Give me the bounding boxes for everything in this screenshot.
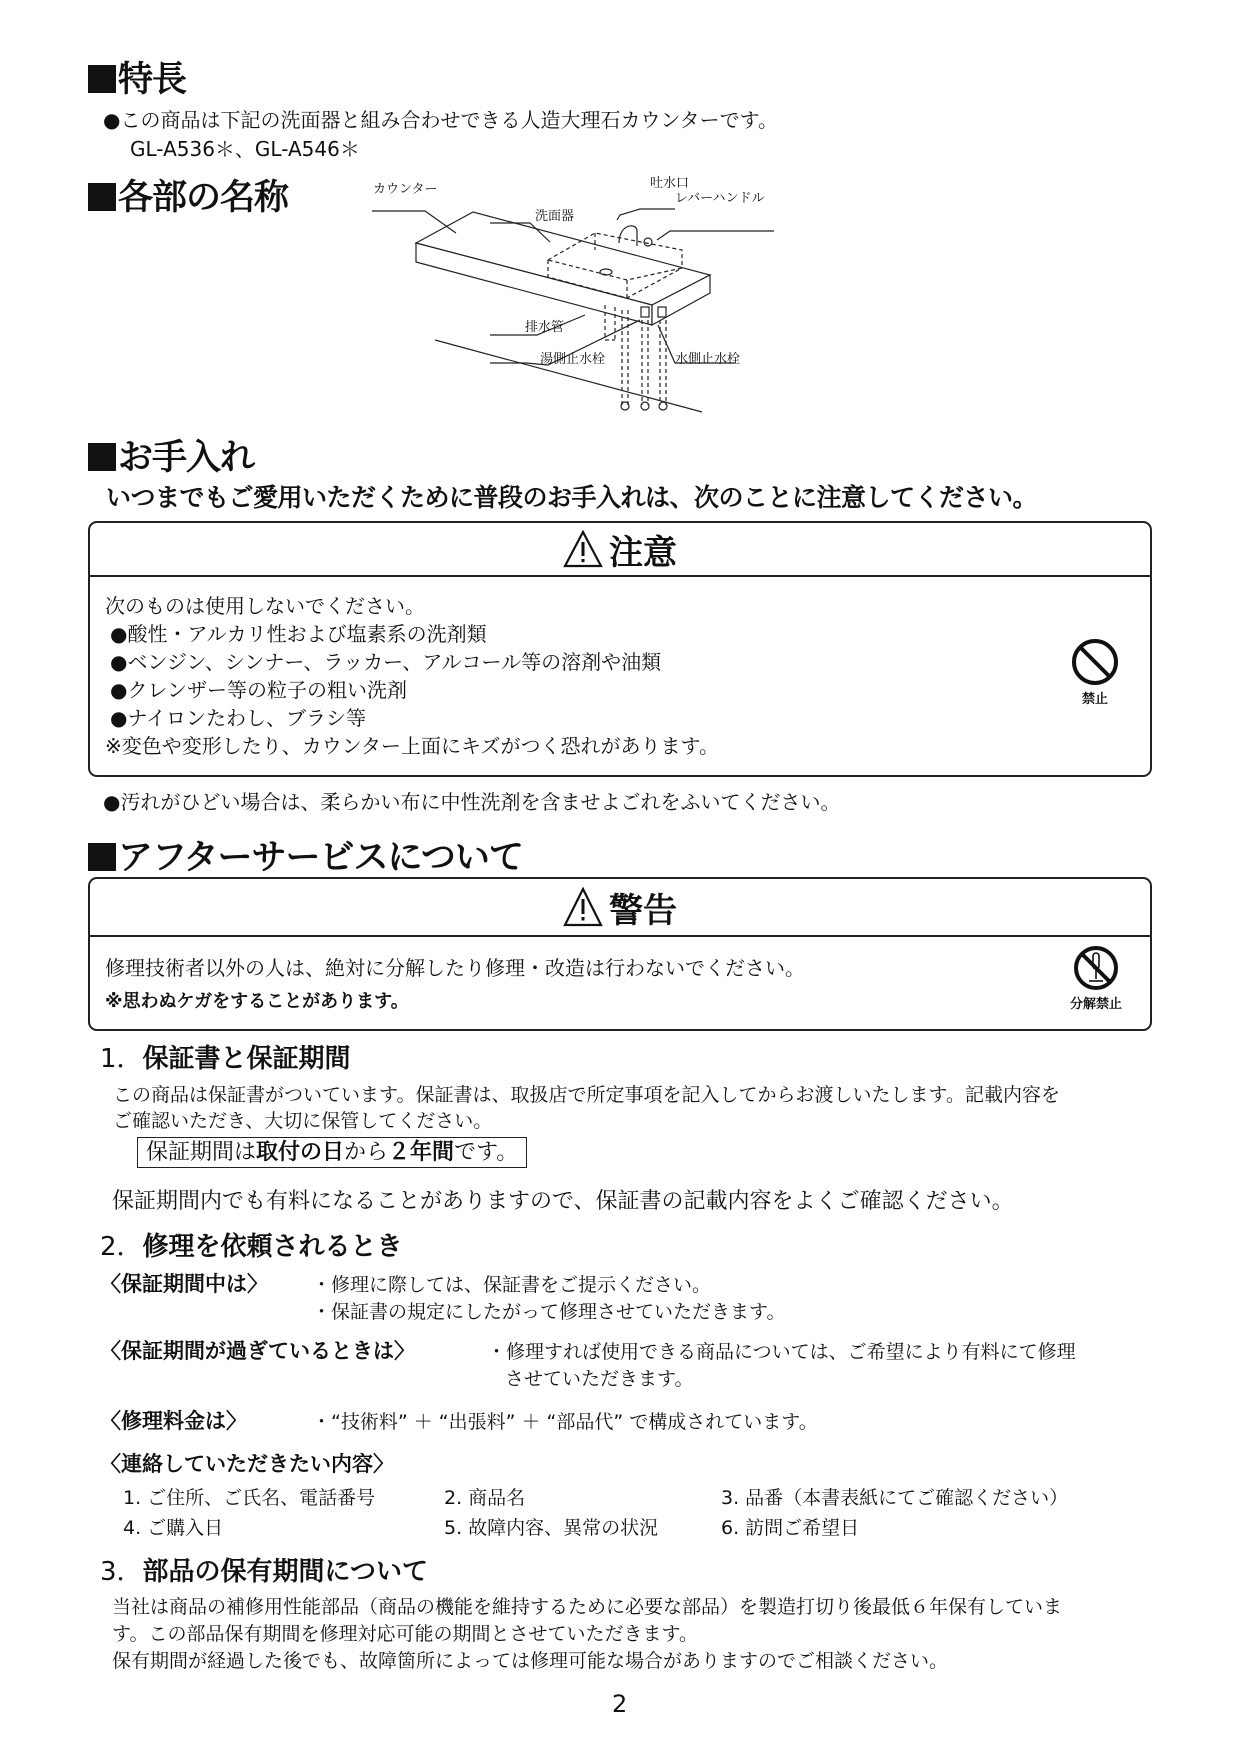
care-after-note: ●汚れがひどい場合は、柔らかい布に中性洗剤を含ませよごれをふいてください。 bbox=[103, 790, 841, 814]
label-cold-valve: 水側止水栓 bbox=[675, 352, 741, 367]
after-warranty-label: 〈保証期間が過ぎているときは〉 bbox=[100, 1339, 415, 1363]
section3-title: 部品の保有期間について bbox=[142, 1557, 429, 1587]
care-heading bbox=[88, 430, 254, 480]
warning-box-header bbox=[90, 879, 1150, 937]
period-text: から bbox=[344, 1140, 389, 1165]
square-bullet-icon bbox=[88, 443, 116, 471]
caution-box-header bbox=[90, 523, 1150, 577]
caution-intro: 次のものは使用しないでください。 bbox=[105, 594, 425, 618]
warning-triangle-icon bbox=[563, 530, 603, 568]
contact-item: 3. 品番（本書表紙にてご確認ください） bbox=[721, 1487, 1069, 1509]
caution-item: ●ナイロンたわし、ブラシ等 bbox=[110, 706, 367, 730]
warning-triangle-icon bbox=[563, 887, 603, 927]
prohibited-icon bbox=[1071, 638, 1119, 686]
label-hot-valve: 湯側止水栓 bbox=[540, 352, 606, 367]
repair-fee-text: ・“技術料” ＋ “出張料” ＋ “部品代” で構成されています。 bbox=[312, 1411, 818, 1433]
section3-number: 3． bbox=[100, 1557, 143, 1587]
no-disassembly-icon bbox=[1073, 945, 1119, 991]
label-spout: 吐水口 bbox=[650, 176, 690, 191]
parts-diagram bbox=[330, 176, 780, 420]
caution-item: ●ベンジン、シンナー、ラッカー、アルコール等の溶剤や油類 bbox=[110, 650, 662, 674]
contact-item: 1. ご住所、ご氏名、電話番号 bbox=[123, 1487, 376, 1509]
section1-title: 保証書と保証期間 bbox=[142, 1044, 351, 1074]
section1-para: ご確認いただき、大切に保管してください。 bbox=[113, 1110, 493, 1132]
period-start: 取付の日 bbox=[256, 1140, 345, 1165]
label-drain: 排水管 bbox=[525, 320, 565, 335]
page-number: 2 bbox=[612, 1690, 628, 1718]
label-basin: 洗面器 bbox=[535, 209, 575, 224]
square-bullet-icon bbox=[88, 183, 116, 211]
square-bullet-icon bbox=[88, 65, 116, 93]
section1-para: この商品は保証書がついています。保証書は、取扱店で所定事項を記入してからお渡しいたします。記載内容を bbox=[113, 1084, 1060, 1106]
section2-number: 2． bbox=[100, 1232, 143, 1262]
section1-heading bbox=[100, 1038, 351, 1075]
after-warranty-line: ・修理すれば使用できる商品については、ご希望により有料にて修理 bbox=[487, 1341, 1076, 1363]
features-models: GL-A536＊、GL-A546＊ bbox=[130, 137, 360, 161]
caution-box bbox=[88, 521, 1152, 777]
after-service-heading bbox=[88, 830, 523, 880]
contact-item: 2. 商品名 bbox=[444, 1487, 526, 1509]
caution-title: 注意 bbox=[609, 532, 677, 573]
section1-number: 1． bbox=[100, 1044, 143, 1074]
period-text: です。 bbox=[454, 1140, 519, 1165]
label-lever: レバーハンドル bbox=[675, 191, 765, 206]
section3-line: す。この部品保有期間を修理対応可能の期間とさせていただきます。 bbox=[112, 1623, 698, 1645]
section1-note: 保証期間内でも有料になることがありますので、保証書の記載内容をよくご確認ください。 bbox=[112, 1189, 1014, 1214]
after-warranty-line: させていただきます。 bbox=[505, 1368, 694, 1390]
period-length: ２年間 bbox=[388, 1140, 455, 1165]
section3-line: 保有期間が経過した後でも、故障箇所によっては修理可能な場合がありますのでご相談ください。 bbox=[112, 1650, 949, 1672]
care-heading-text: お手入れ bbox=[118, 438, 255, 478]
contact-label: 〈連絡していただきたい内容〉 bbox=[100, 1452, 394, 1476]
label-counter: カウンター bbox=[373, 182, 438, 197]
warning-box bbox=[88, 877, 1152, 1031]
no-disassembly-label: 分解禁止 bbox=[1069, 997, 1122, 1012]
prohibited-label: 禁止 bbox=[1081, 692, 1108, 707]
features-bullet: ●この商品は下記の洗面器と組み合わせできる人造大理石カウンターです。 bbox=[103, 108, 779, 132]
no-disassembly-mark bbox=[1060, 945, 1132, 1012]
contact-item: 6. 訪問ご希望日 bbox=[721, 1517, 860, 1539]
square-bullet-icon bbox=[88, 843, 116, 871]
section2-title: 修理を依頼されるとき bbox=[142, 1232, 403, 1262]
parts-heading-text: 各部の名称 bbox=[118, 178, 289, 218]
caution-note: ※変色や変形したり、カウンター上面にキズがつく恐れがあります。 bbox=[105, 734, 719, 758]
warning-text: 修理技術者以外の人は、絶対に分解したり修理・改造は行わないでください。 bbox=[105, 956, 805, 980]
warning-title: 警告 bbox=[609, 890, 677, 931]
caution-item: ●クレンザー等の粒子の粗い洗剤 bbox=[110, 678, 407, 702]
during-warranty-label: 〈保証期間中は〉 bbox=[100, 1272, 268, 1296]
contact-item: 4. ご購入日 bbox=[123, 1517, 224, 1539]
features-heading bbox=[88, 52, 186, 102]
during-warranty-line: ・修理に際しては、保証書をご提示ください。 bbox=[312, 1274, 712, 1296]
after-service-heading-text: アフターサービスについて bbox=[118, 838, 523, 878]
contact-item: 5. 故障内容、異常の状況 bbox=[444, 1517, 659, 1539]
warranty-period-box bbox=[137, 1137, 527, 1168]
during-warranty-line: ・保証書の規定にしたがって修理させていただきます。 bbox=[312, 1301, 786, 1323]
warning-note: ※思わぬケガをすることがあります。 bbox=[105, 991, 409, 1012]
section3-heading bbox=[100, 1551, 428, 1588]
prohibited-mark bbox=[1065, 638, 1125, 707]
parts-heading bbox=[88, 170, 288, 220]
period-text: 保証期間は bbox=[146, 1140, 257, 1165]
section3-line: 当社は商品の補修用性能部品（商品の機能を維持するために必要な部品）を製造打切り後最低６年保有していま bbox=[112, 1596, 1063, 1618]
caution-item: ●酸性・アルカリ性および塩素系の洗剤類 bbox=[110, 622, 487, 646]
section2-heading bbox=[100, 1226, 403, 1263]
care-lead: いつまでもご愛用いただくために普段のお手入れは、次のことに注意してください。 bbox=[106, 483, 1038, 512]
features-heading-text: 特長 bbox=[118, 60, 187, 100]
repair-fee-label: 〈修理料金は〉 bbox=[100, 1409, 247, 1433]
